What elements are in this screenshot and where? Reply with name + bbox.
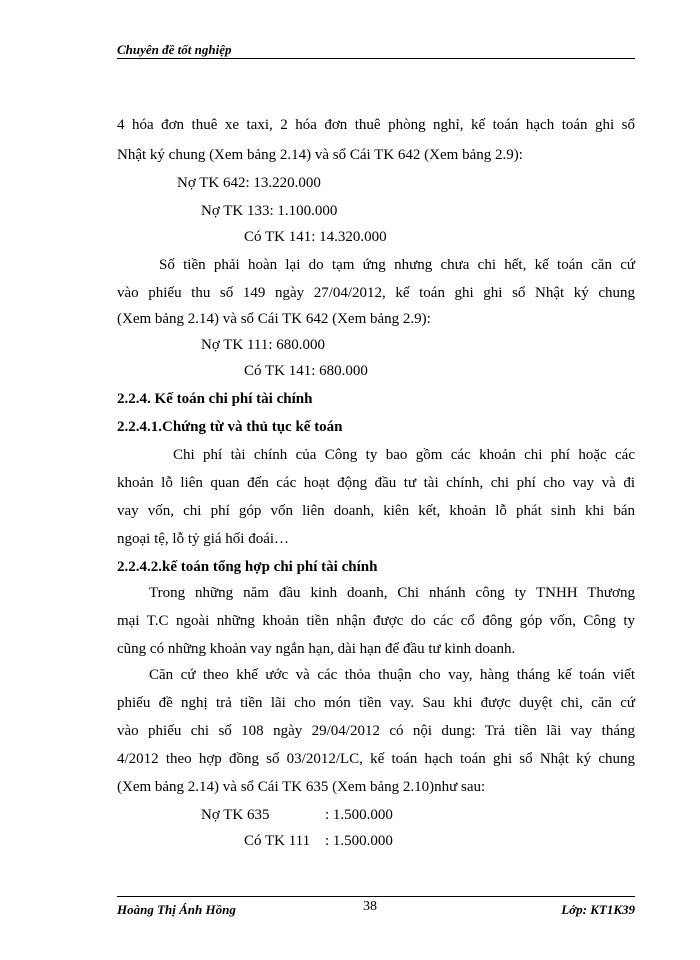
footer-author: Hoàng Thị Ánh Hồng (117, 902, 236, 917)
entry-amount: : 1.500.000 (325, 807, 393, 823)
paragraph-line: Chi phí tài chính của Công ty bao gồm các khoản chi phí hoặc các (173, 447, 635, 463)
footer-rule (117, 896, 635, 897)
header-rule (117, 58, 635, 59)
paragraph-line: Trong những năm đầu kinh doanh, Chi nhánh công ty TNHH Thương (149, 585, 635, 601)
paragraph-line: 4 hóa đơn thuê xe taxi, 2 hóa đơn thuê phòng nghỉ, kế toán hạch toán ghi sổ (117, 117, 635, 133)
footer-class-label: Lớp: KT1K39 (561, 902, 635, 917)
entry-account-label: Có TK 111 (244, 833, 311, 849)
journal-entry-debit: Nợ TK 111: 680.000 (201, 337, 326, 353)
paragraph-line: Số tiền phải hoàn lại do tạm ứng nhưng chưa chi hết, kế toán căn cứ (159, 257, 635, 273)
paragraph-line: (Xem bảng 2.14) và sổ Cái TK 642 (Xem bảng 2.9): (117, 311, 431, 327)
journal-entry-debit: Nợ TK 133: 1.100.000 (201, 203, 338, 219)
paragraph-line: vào phiếu thu số 149 ngày 27/04/2012, kế toán ghi ghi sổ Nhật ký chung (117, 285, 635, 301)
paragraph-line: ngoại tệ, lỗ tỷ giá hối đoái… (117, 531, 290, 547)
paragraph-line: cũng có những khoản vay ngắn hạn, dài hạn để đầu tư kinh doanh. (117, 641, 516, 657)
entry-account-label: Nợ TK 635 (201, 807, 270, 823)
paragraph-line: vào phiếu chi số 108 ngày 29/04/2012 có nội dung: Trả tiền lãi vay tháng (117, 723, 635, 739)
paragraph-line: phiếu đề nghị trả tiền lãi cho món tiền vay. Sau khi được duyệt chi, căn cứ (117, 695, 635, 711)
page-number: 38 (363, 899, 377, 914)
paragraph-line: (Xem bảng 2.14) và sổ Cái TK 635 (Xem bảng 2.10)như sau: (117, 779, 486, 795)
page-header (117, 40, 635, 62)
journal-entry-debit: Nợ TK 642: 13.220.000 (177, 175, 321, 191)
paragraph-line: vay vốn, chi phí góp vốn liên doanh, kiên kết, khoản lỗ phát sinh khi bán (117, 503, 635, 519)
header-title: Chuyên đề tốt nghiệp (117, 42, 232, 57)
section-heading: 2.2.4. Kế toán chi phí tài chính (117, 391, 313, 407)
entry-amount: : 1.500.000 (325, 833, 393, 849)
journal-entry-credit (117, 832, 635, 850)
paragraph-line: Căn cứ theo khế ước và các thỏa thuận cho vay, hàng tháng kế toán viết (149, 667, 635, 683)
journal-entry-credit: Có TK 141: 14.320.000 (244, 229, 387, 245)
subsection-heading: 2.2.4.2.kế toán tổng hợp chi phí tài chính (117, 559, 378, 575)
paragraph-line: Nhật ký chung (Xem bảng 2.14) và sổ Cái TK 642 (Xem bảng 2.9): (117, 147, 523, 163)
paragraph-line: mại T.C ngoài những khoản tiền nhận được do các cổ đông góp vốn, Công ty (117, 613, 635, 629)
journal-entry-credit: Có TK 141: 680.000 (244, 363, 368, 379)
page-footer (117, 896, 635, 926)
subsection-heading: 2.2.4.1.Chứng từ và thủ tục kế toán (117, 419, 343, 435)
journal-entry-debit (117, 806, 635, 824)
paragraph-line: 4/2012 theo hợp đồng số 03/2012/LC, kế toán hạch toán ghi sổ Nhật ký chung (117, 751, 635, 767)
paragraph-line: khoản lỗ liên quan đến các hoạt động đầu tư tài chính, chi phí cho vay và đi (117, 475, 635, 491)
